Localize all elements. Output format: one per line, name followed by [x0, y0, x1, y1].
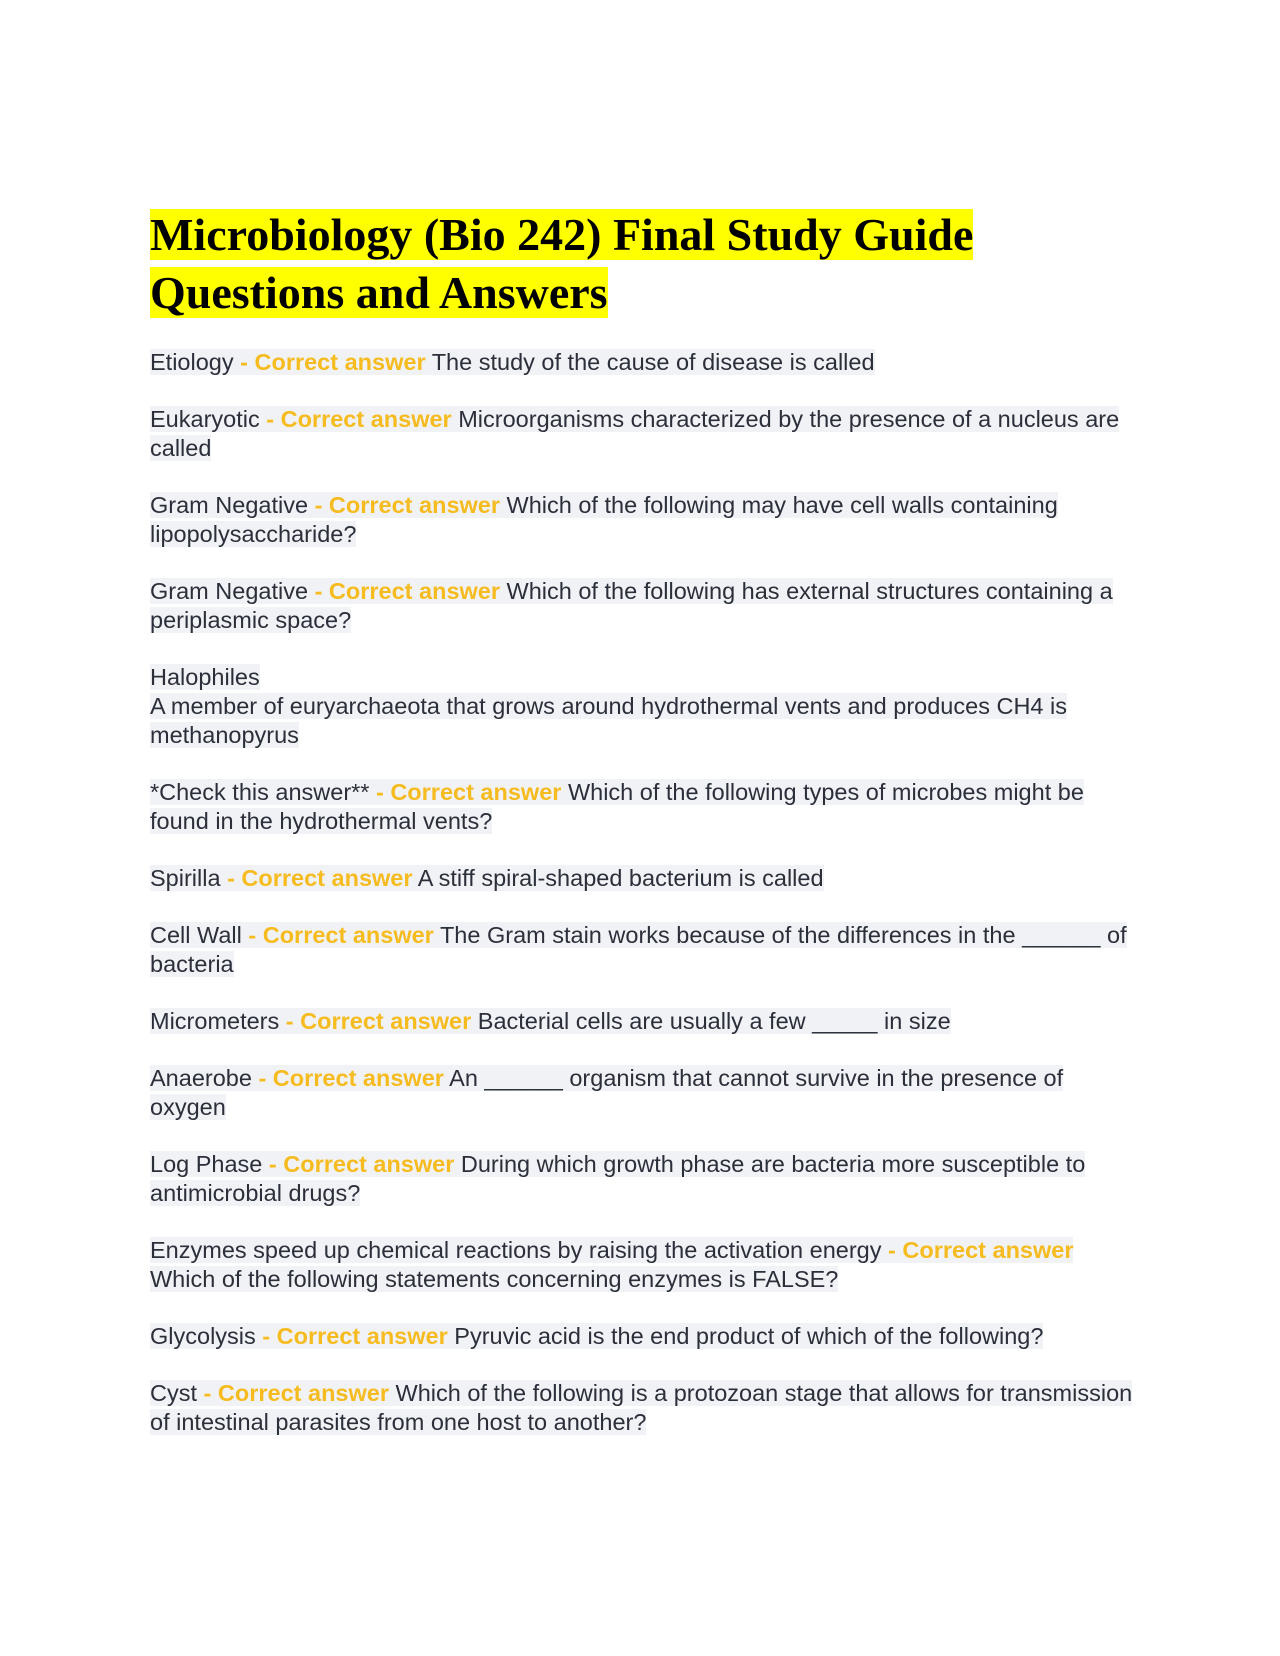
qa-question: An ______ organism that cannot survive in the presence of oxygen [150, 1065, 1064, 1120]
qa-separator: - Correct answer [262, 1323, 448, 1349]
qa-answer: Micrometers [150, 1008, 280, 1034]
qa-item [150, 1322, 1140, 1351]
qa-answer: Glycolysis [150, 1323, 256, 1349]
qa-item [150, 921, 1140, 979]
document-title-text: Microbiology (Bio 242) Final Study Guide Questions and Answers [150, 209, 974, 318]
qa-question: Which of the following is a protozoan stage that allows for transmission of intestinal parasites from one host to another? [150, 1380, 1133, 1435]
qa-item [150, 491, 1140, 549]
qa-item [150, 1150, 1140, 1208]
document-title [150, 206, 1140, 322]
qa-question: The study of the cause of disease is called [431, 349, 875, 375]
qa-separator: - Correct answer [888, 1237, 1074, 1263]
qa-item [150, 778, 1140, 836]
qa-question: The Gram stain works because of the differences in the ______ of bacteria [150, 922, 1127, 977]
qa-question: A stiff spiral-shaped bacterium is called [417, 865, 824, 891]
qa-question: Which of the following statements concerning enzymes is FALSE? [150, 1266, 839, 1292]
qa-answer: Etiology [150, 349, 234, 375]
qa-item [150, 348, 1140, 377]
qa-separator: - Correct answer [268, 1151, 455, 1177]
qa-answer: Gram Negative [150, 578, 309, 604]
document-page [150, 206, 1140, 1465]
qa-item [150, 1379, 1140, 1437]
qa-halophiles-answer: Halophiles [150, 664, 260, 690]
qa-separator: - Correct answer [285, 1008, 472, 1034]
qa-question: Which of the following types of microbes might be found in the hydrothermal vents? [150, 779, 1084, 834]
qa-item-halophiles [150, 663, 1140, 750]
qa-question: Bacterial cells are usually a few _____ in size [477, 1008, 951, 1034]
qa-answer: *Check this answer** [150, 779, 370, 805]
qa-separator: - Correct answer [227, 865, 413, 891]
qa-separator: - Correct answer [258, 1065, 444, 1091]
qa-item [150, 1236, 1140, 1294]
qa-answer: Enzymes speed up chemical reactions by raising the activation energy [150, 1237, 882, 1263]
qa-separator: - Correct answer [248, 922, 434, 948]
qa-list [150, 348, 1140, 1437]
qa-item [150, 405, 1140, 463]
qa-separator: - Correct answer [203, 1380, 389, 1406]
qa-separator: - Correct answer [240, 349, 426, 375]
qa-answer: Cell Wall [150, 922, 242, 948]
qa-answer: Spirilla [150, 865, 221, 891]
qa-answer: Cyst [150, 1380, 197, 1406]
qa-item [150, 864, 1140, 893]
qa-separator: - Correct answer [314, 492, 501, 518]
qa-question: Pyruvic acid is the end product of which of the following? [454, 1323, 1044, 1349]
qa-answer: Eukaryotic [150, 406, 260, 432]
qa-item [150, 1064, 1140, 1122]
qa-question: Microorganisms characterized by the presence of a nucleus are called [150, 406, 1120, 461]
qa-separator: - Correct answer [266, 406, 452, 432]
qa-item [150, 1007, 1140, 1036]
qa-question: During which growth phase are bacteria more susceptible to antimicrobial drugs? [150, 1151, 1086, 1206]
qa-answer: Anaerobe [150, 1065, 252, 1091]
qa-separator: - Correct answer [314, 578, 501, 604]
qa-item [150, 577, 1140, 635]
qa-question: Which of the following may have cell walls containing lipopolysaccharide? [150, 492, 1058, 547]
qa-answer: Log Phase [150, 1151, 263, 1177]
qa-question: Which of the following has external structures containing a periplasmic space? [150, 578, 1113, 633]
qa-answer: Gram Negative [150, 492, 309, 518]
qa-separator: - Correct answer [375, 779, 562, 805]
qa-halophiles-statement: A member of euryarchaeota that grows around hydrothermal vents and produces CH4 is methanopyrus [150, 693, 1067, 748]
